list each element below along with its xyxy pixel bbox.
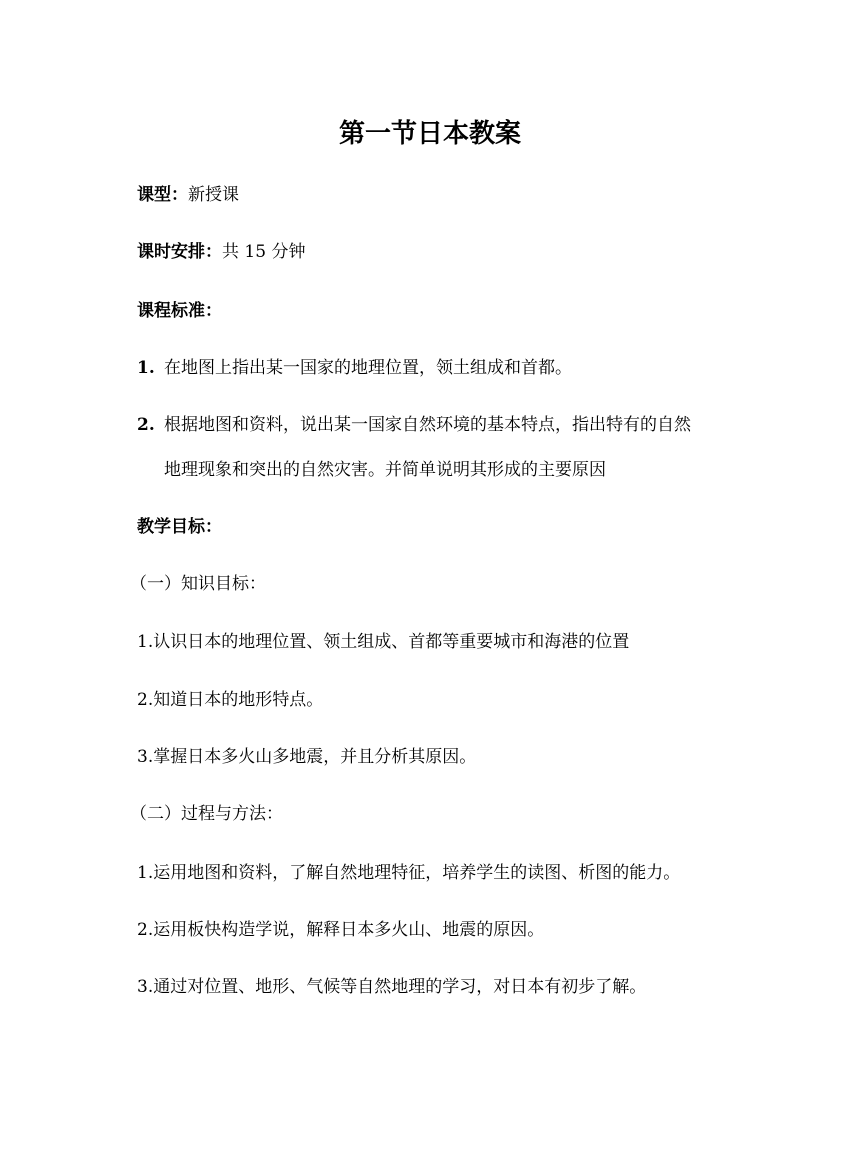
standards-heading: 课程标准： (137, 301, 222, 321)
knowledge-item: 1.认识日本的地理位置、领土组成、首都等重要城市和海港的位置 (137, 632, 630, 652)
standard-continuation: 地理现象和突出的自然灾害。并简单说明其形成的主要原因 (164, 460, 606, 480)
standard-item (137, 356, 572, 380)
process-item: 3.通过对位置、地形、气候等自然地理的学习，对日本有初步了解。 (137, 977, 647, 997)
lesson-type-value: 新授课 (188, 185, 239, 205)
lesson-time-value: 共 15 分钟 (222, 242, 306, 262)
lesson-type-label: 课型： (137, 185, 188, 205)
knowledge-heading: （一）知识目标： (130, 574, 266, 594)
standard-number: 1. (137, 358, 155, 378)
standard-text: 在地图上指出某一国家的地理位置，领土组成和首都。 (164, 358, 572, 378)
process-item: 1.运用地图和资料，了解自然地理特征，培养学生的读图、析图的能力。 (137, 863, 681, 883)
standard-number: 2. (137, 415, 155, 435)
page-title: 第一节日本教案 (338, 119, 521, 149)
lesson-type-line (137, 183, 239, 207)
knowledge-item: 2.知道日本的地形特点。 (137, 690, 324, 710)
lesson-time-label: 课时安排： (137, 242, 222, 262)
lesson-time-line (137, 240, 305, 264)
objectives-heading: 教学目标： (137, 517, 222, 537)
process-heading: （二）过程与方法： (130, 804, 283, 824)
standard-text: 根据地图和资料，说出某一国家自然环境的基本特点，指出特有的自然 (164, 415, 691, 435)
standard-item (137, 413, 691, 437)
knowledge-item: 3.掌握日本多火山多地震，并且分析其原因。 (137, 747, 477, 767)
process-item: 2.运用板快构造学说，解释日本多火山、地震的原因。 (137, 920, 545, 940)
